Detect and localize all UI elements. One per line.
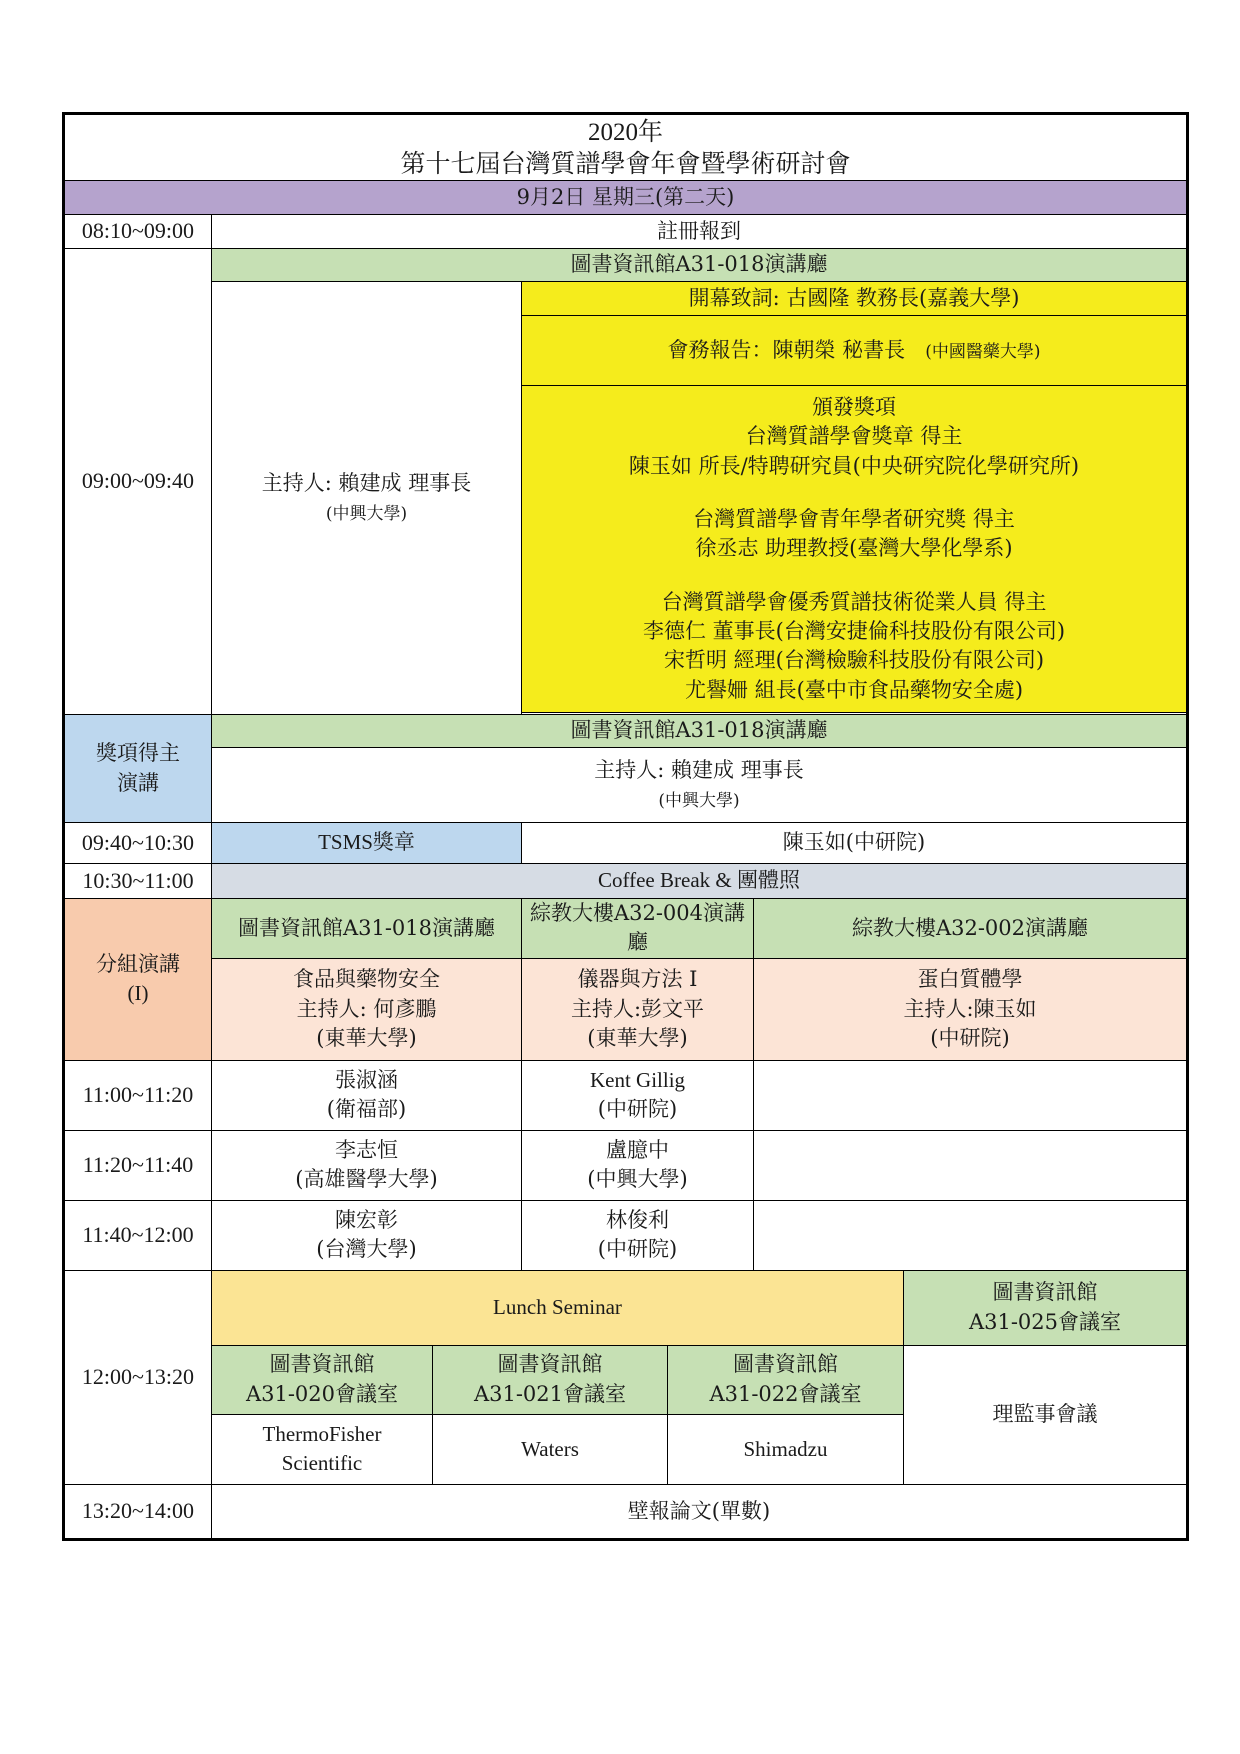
speaker-affil: (台灣大學) <box>316 1237 417 1262</box>
talk-time: 11:00~11:20 <box>64 1060 212 1130</box>
venue-award-lecture: 圖書資訊館A31-018演講廳 <box>212 715 1188 748</box>
room-line1: 圖書資訊館 <box>269 1352 375 1377</box>
talk-track2 <box>522 1060 754 1130</box>
time-registration: 08:10~09:00 <box>64 215 212 249</box>
talk-track1 <box>212 1130 522 1200</box>
board-room-line2: A31-025會議室 <box>968 1309 1122 1334</box>
report-affil: (中國醫藥大學) <box>925 341 1041 362</box>
track3-info <box>754 958 1188 1060</box>
title-text: 第十七屆台灣質譜學會年會暨學術研討會 <box>400 149 851 178</box>
awards-cell <box>522 386 1188 713</box>
award-host-cell <box>212 748 1188 823</box>
schedule-table <box>62 112 1189 1541</box>
tech-winner-3: 尤譽姍 組長(臺中市食品藥物安全處) <box>684 677 1024 702</box>
speaker-affil: (衛福部) <box>326 1097 407 1122</box>
medal-title: 台灣質譜學會獎章 得主 <box>745 424 963 449</box>
talk-track3-empty <box>754 1200 1188 1270</box>
talk-time: 11:20~11:40 <box>64 1130 212 1200</box>
track1-host-affil: (東華大學) <box>316 1025 417 1050</box>
award-lecture-label <box>64 715 212 823</box>
coffee-break: Coffee Break & 團體照 <box>212 864 1188 899</box>
sponsor-line1: ThermoFisher <box>262 1421 382 1446</box>
room-line2: A31-021會議室 <box>473 1381 627 1406</box>
track1-venue: 圖書資訊館A31-018演講廳 <box>212 899 522 959</box>
opening-host-affil: (中興大學) <box>325 504 408 524</box>
speaker-name: 林俊利 <box>606 1207 669 1232</box>
lunch-room-1 <box>212 1345 433 1414</box>
sponsor-shimadzu: Shimadzu <box>668 1414 904 1484</box>
board-room <box>904 1270 1188 1345</box>
track3-host-affil: (中研院) <box>930 1025 1010 1050</box>
talk-track2 <box>522 1130 754 1200</box>
award-host-affil: (中興大學) <box>658 791 740 811</box>
title-year: 2020年 <box>587 118 663 146</box>
talk-track1 <box>212 1200 522 1270</box>
room-line1: 圖書資訊館 <box>733 1352 838 1377</box>
award-lecture-label-1: 獎項得主 <box>96 741 180 766</box>
track2-host: 主持人:彭文平 <box>570 996 705 1021</box>
track1-info <box>212 958 522 1060</box>
report-main: 會務報告：陳朝榮 秘書長 <box>667 337 906 362</box>
talk-track3-empty <box>754 1060 1188 1130</box>
talk-time: 11:40~12:00 <box>64 1200 212 1270</box>
talk-track2 <box>522 1200 754 1270</box>
track2-host-affil: (東華大學) <box>587 1025 688 1050</box>
award-lecture-label-2: 演講 <box>117 770 159 795</box>
award-speaker: 陳玉如(中研院) <box>522 823 1188 864</box>
tech-winner-2: 宋哲明 經理(台灣檢驗科技股份有限公司) <box>663 648 1045 673</box>
lunch-seminar: Lunch Seminar <box>212 1270 904 1345</box>
young-winner: 徐丞志 助理教授(臺灣大學化學系) <box>695 536 1013 561</box>
lunch-room-3 <box>668 1345 904 1414</box>
time-coffee: 10:30~11:00 <box>64 864 212 899</box>
tech-title: 台灣質譜學會優秀質譜技術從業人員 得主 <box>661 589 1047 614</box>
talk-track1 <box>212 1060 522 1130</box>
speaker-affil: (中興大學) <box>587 1167 688 1192</box>
time-lunch: 12:00~13:20 <box>64 1270 212 1484</box>
session-label-2: (I) <box>127 981 149 1006</box>
registration-cell: 註冊報到 <box>212 215 1188 249</box>
speaker-affil: (中研院) <box>597 1237 678 1262</box>
track2-venue: 綜教大樓A32-004演講廳 <box>522 899 754 959</box>
tsms-award: TSMS獎章 <box>212 823 522 864</box>
conference-title <box>64 114 1188 181</box>
track2-info <box>522 958 754 1060</box>
medal-winner: 陳玉如 所長/特聘研究員(中央研究院化學研究所) <box>628 453 1080 478</box>
time-award-lecture: 09:40~10:30 <box>64 823 212 864</box>
talk-row <box>64 1200 1188 1270</box>
track3-host: 主持人:陳玉如 <box>903 996 1037 1021</box>
session-label <box>64 899 212 1061</box>
opening-host-cell <box>212 282 522 715</box>
speaker-name: 盧臆中 <box>606 1137 669 1162</box>
speaker-name: 李志恒 <box>335 1137 398 1162</box>
tech-winner-1: 李德仁 董事長(台灣安捷倫科技股份有限公司) <box>642 619 1066 644</box>
talk-row <box>64 1060 1188 1130</box>
board-meeting: 理監事會議 <box>904 1345 1188 1484</box>
room-line2: A31-022會議室 <box>709 1381 862 1406</box>
room-line2: A31-020會議室 <box>245 1381 399 1406</box>
lunch-room-2 <box>433 1345 668 1414</box>
sponsor-waters: Waters <box>433 1414 668 1484</box>
sponsor-line2: Scientific <box>281 1451 363 1476</box>
board-room-line1: 圖書資訊館 <box>992 1280 1098 1305</box>
welcome-speech: 開幕致詞: 古國隆 教務長(嘉義大學) <box>522 282 1188 316</box>
speaker-affil: (高雄醫學大學) <box>295 1167 438 1192</box>
venue-opening: 圖書資訊館A31-018演講廳 <box>212 249 1188 282</box>
session-label-1: 分組演講 <box>96 952 180 976</box>
room-line1: 圖書資訊館 <box>497 1352 603 1377</box>
talk-row <box>64 1130 1188 1200</box>
time-opening: 09:00~09:40 <box>64 249 212 715</box>
awards-heading: 頒發獎項 <box>812 394 896 419</box>
speaker-name: Kent Gillig <box>589 1067 686 1092</box>
speaker-name: 陳宏彰 <box>335 1207 398 1232</box>
time-poster: 13:20~14:00 <box>64 1484 212 1539</box>
track1-topic: 食品與藥物安全 <box>293 967 440 992</box>
talk-track3-empty <box>754 1130 1188 1200</box>
opening-host: 主持人: 賴建成 理事長 <box>261 470 472 495</box>
poster-session: 壁報論文(單數) <box>212 1484 1188 1539</box>
track3-topic: 蛋白質體學 <box>917 967 1023 992</box>
speaker-name: 張淑涵 <box>335 1067 398 1092</box>
sponsor-thermofisher <box>212 1414 433 1484</box>
report-cell <box>522 316 1188 386</box>
award-host: 主持人: 賴建成 理事長 <box>594 757 804 782</box>
track3-venue: 綜教大樓A32-002演講廳 <box>754 899 1188 959</box>
speaker-affil: (中研院) <box>597 1097 678 1122</box>
track2-topic: 儀器與方法 I <box>577 967 698 992</box>
track1-host: 主持人: 何彥鵬 <box>296 996 437 1021</box>
day-bar: 9月2日 星期三(第二天) <box>64 181 1188 215</box>
young-title: 台灣質譜學會青年學者研究獎 得主 <box>693 506 1015 531</box>
